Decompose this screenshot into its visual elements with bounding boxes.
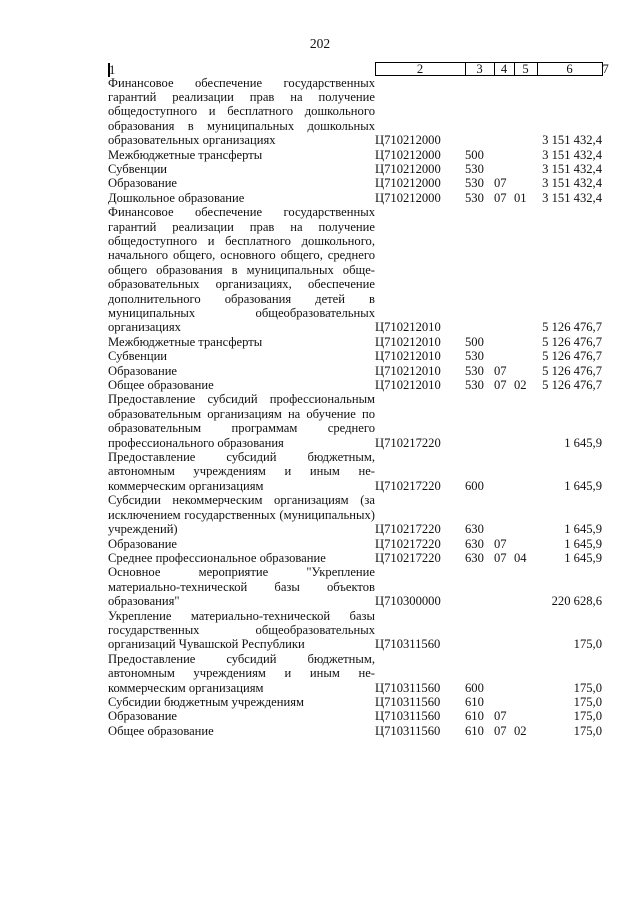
expense-type: 500 <box>465 334 484 349</box>
target-code: Ц710212000 <box>375 161 441 176</box>
table-row <box>108 176 602 190</box>
row-name: Основное мероприятие "Укрепление материально-технической базы объектов образования" <box>108 565 375 609</box>
target-code: Ц710212010 <box>375 334 441 349</box>
row-name: Образование <box>108 536 178 551</box>
expense-type: 530 <box>465 363 484 378</box>
amount: 175,0 <box>573 637 602 652</box>
table-row <box>108 364 602 378</box>
section <box>494 349 514 363</box>
amount: 220 628,6 <box>551 594 602 609</box>
subsection <box>514 537 537 551</box>
amount: 175,0 <box>573 709 602 724</box>
amount: 5 126 476,7 <box>542 363 602 378</box>
target-code: Ц710311560 <box>375 694 441 709</box>
expense-type: 530 <box>465 378 484 393</box>
column-header-3: 3 <box>465 63 494 76</box>
table-row <box>108 695 602 709</box>
section <box>494 392 514 450</box>
table-row <box>108 392 602 450</box>
subsection <box>514 349 537 363</box>
table-row <box>108 551 602 565</box>
amount: 3 151 432,4 <box>542 133 602 148</box>
amount: 5 126 476,7 <box>542 378 602 393</box>
target-code: Ц710300000 <box>375 594 441 609</box>
table-row <box>108 724 602 738</box>
subsection <box>514 76 537 148</box>
expense-type: 600 <box>465 680 484 695</box>
expense-type <box>465 565 494 608</box>
row-name: Субсидии бюджетным учреждениям <box>108 694 304 709</box>
target-code: Ц710217220 <box>375 550 441 565</box>
target-code: Ц710311560 <box>375 680 441 695</box>
table-row <box>108 652 602 695</box>
target-code: Ц710212010 <box>375 378 441 393</box>
target-code: Ц710217220 <box>375 435 441 450</box>
section <box>494 493 514 536</box>
expense-type: 530 <box>465 190 484 205</box>
expense-type: 530 <box>465 349 484 364</box>
expense-type: 610 <box>465 709 484 724</box>
target-code: Ц710217220 <box>375 522 441 537</box>
expense-type <box>465 76 494 148</box>
page-number: 202 <box>309 36 331 51</box>
expense-type: 530 <box>465 176 484 191</box>
table-header <box>108 62 609 77</box>
expense-type: 600 <box>465 478 484 493</box>
column-header-1: 1 <box>109 62 116 77</box>
subsection <box>514 565 537 608</box>
expense-type: 610 <box>465 723 484 738</box>
subsection <box>514 176 537 190</box>
row-name: Предоставление субсидий бюджетным, автономным учреждениям и иным некоммерческим организациям <box>108 450 375 493</box>
row-name: Образование <box>108 709 178 724</box>
subsection: 01 <box>514 190 527 205</box>
row-name: Субсидии некоммерческим организациям (за исключением государственных (муниципальных) учреждений) <box>108 493 375 537</box>
subsection <box>514 148 537 162</box>
subsection <box>514 695 537 709</box>
row-name: Межбюджетные трансферты <box>108 334 263 349</box>
row-name: Субвенции <box>108 161 168 176</box>
expense-type: 530 <box>465 161 484 176</box>
section <box>494 335 514 349</box>
section: 07 <box>494 723 507 738</box>
row-name: Среднее профессиональное образование <box>108 550 326 565</box>
section: 07 <box>494 550 507 565</box>
row-name: Укрепление материально-технической базы государственных общеобразовательных организаций Чувашской Республики <box>108 608 375 652</box>
section: 07 <box>494 378 507 393</box>
expense-type <box>465 392 494 450</box>
section <box>494 162 514 176</box>
row-name: Образование <box>108 363 178 378</box>
table-row <box>108 565 602 608</box>
row-name: Дошкольное образование <box>108 190 245 205</box>
target-code: Ц710217220 <box>375 478 441 493</box>
expense-type: 630 <box>465 522 484 537</box>
table-row <box>108 191 602 205</box>
target-code: Ц710212000 <box>375 176 441 191</box>
section <box>494 695 514 709</box>
row-name: Межбюджетные трансферты <box>108 147 263 162</box>
section: 07 <box>494 363 507 378</box>
section <box>494 565 514 608</box>
amount: 5 126 476,7 <box>542 320 602 335</box>
section <box>494 76 514 148</box>
amount: 1 645,9 <box>564 522 602 537</box>
amount: 5 126 476,7 <box>542 334 602 349</box>
subsection <box>514 450 537 493</box>
section: 07 <box>494 709 507 724</box>
column-header-2: 2 <box>375 63 465 76</box>
section <box>494 148 514 162</box>
section <box>494 652 514 695</box>
subsection <box>514 335 537 349</box>
row-name: Образование <box>108 176 178 191</box>
table-row <box>108 349 602 363</box>
target-code: Ц710212000 <box>375 133 441 148</box>
amount: 3 151 432,4 <box>542 161 602 176</box>
expense-type: 630 <box>465 536 484 551</box>
row-name: Общее образование <box>108 378 214 393</box>
row-name: Финансовое обеспечение государственных гарантий реализации прав на получение общедоступного и бесплатного дошкольного, начального общего, основного общего, среднего общего образования в муниципальных общеобразовательных организациях, обеспечение дополнительного образования детей в муниципальных общеобразовательных организациях <box>108 205 375 335</box>
target-code: Ц710212010 <box>375 349 441 364</box>
table-row <box>108 709 602 723</box>
column-header-5: 5 <box>514 63 537 76</box>
amount: 3 151 432,4 <box>542 176 602 191</box>
subsection <box>514 205 537 335</box>
budget-table <box>108 62 609 738</box>
section: 07 <box>494 536 507 551</box>
column-number-row: 1 2 3 4 5 6 7 <box>109 62 609 77</box>
target-code: Ц710212010 <box>375 363 441 378</box>
subsection: 02 <box>514 723 527 738</box>
amount: 175,0 <box>573 680 602 695</box>
amount: 1 645,9 <box>564 536 602 551</box>
amount: 1 645,9 <box>564 435 602 450</box>
subsection <box>514 652 537 695</box>
target-code: Ц710212000 <box>375 147 441 162</box>
subsection <box>514 609 537 652</box>
row-name: Предоставление субсидий бюджетным, автономным учреждениям и иным некоммерческим организациям <box>108 651 375 695</box>
row-name: Предоставление субсидий профессиональным образовательным организациям на обучение по образовательным программам среднего профессионального образования <box>108 392 375 450</box>
subsection <box>514 364 537 378</box>
table-row <box>108 609 602 652</box>
section: 07 <box>494 176 507 191</box>
section <box>494 205 514 335</box>
table-row <box>108 76 602 148</box>
section <box>494 450 514 493</box>
amount: 5 126 476,7 <box>542 349 602 364</box>
table-row <box>108 450 602 493</box>
subsection <box>514 709 537 723</box>
subsection <box>514 392 537 450</box>
target-code: Ц710311560 <box>375 637 441 652</box>
section <box>494 609 514 652</box>
target-code: Ц710311560 <box>375 709 441 724</box>
expense-type: 500 <box>465 147 484 162</box>
table-row <box>108 378 602 392</box>
expense-type <box>465 609 494 652</box>
target-code: Ц710212010 <box>375 320 441 335</box>
table-row <box>108 148 602 162</box>
amount: 175,0 <box>573 694 602 709</box>
subsection: 02 <box>514 378 527 393</box>
amount: 175,0 <box>573 723 602 738</box>
expense-type <box>465 205 494 335</box>
table-body <box>108 76 602 739</box>
amount: 3 151 432,4 <box>542 190 602 205</box>
target-code: Ц710217220 <box>375 536 441 551</box>
amount: 3 151 432,4 <box>542 147 602 162</box>
section: 07 <box>494 190 507 205</box>
table-row <box>108 205 602 335</box>
row-name: Субвенции <box>108 349 168 364</box>
target-code: Ц710212000 <box>375 190 441 205</box>
expense-type: 630 <box>465 550 484 565</box>
amount: 1 645,9 <box>564 478 602 493</box>
expense-type: 610 <box>465 694 484 709</box>
table-row <box>108 335 602 349</box>
target-code: Ц710311560 <box>375 723 441 738</box>
table-row <box>108 162 602 176</box>
subsection <box>514 493 537 536</box>
amount: 1 645,9 <box>564 550 602 565</box>
table-row <box>108 493 602 536</box>
row-name: Общее образование <box>108 723 214 738</box>
row-name: Финансовое обеспечение государственных гарантий реализации прав на получение общедоступного и бесплатного дошкольного образования в муниципальных дошкольных образовательных организациях <box>108 75 375 148</box>
subsection <box>514 162 537 176</box>
column-header-6: 6 <box>537 63 602 76</box>
subsection: 04 <box>514 550 527 565</box>
table-row <box>108 537 602 551</box>
column-header-4: 4 <box>494 63 514 76</box>
